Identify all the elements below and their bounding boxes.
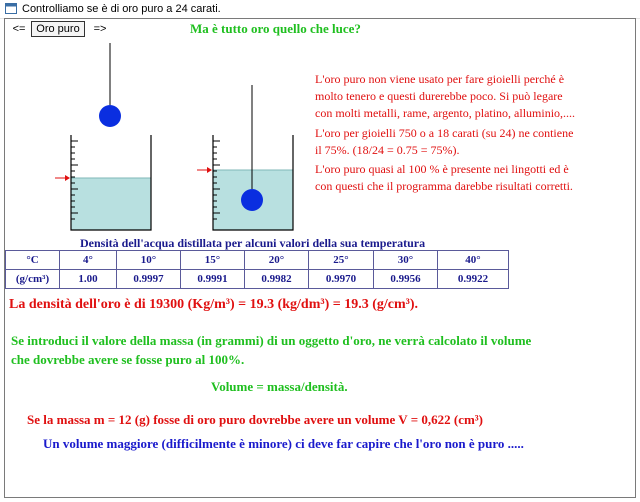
level-arrow-right — [197, 167, 212, 173]
intro-text — [11, 331, 531, 369]
table-cell: 10° — [117, 251, 181, 270]
paragraph-jewelry-gold — [315, 125, 635, 159]
table-cell: 20° — [245, 251, 309, 270]
water-level-left — [71, 178, 151, 230]
beaker-left — [55, 43, 151, 230]
level-arrow-left — [55, 175, 70, 181]
table-cell: 0.9956 — [374, 270, 438, 289]
table-header-temperature: °C — [6, 251, 60, 270]
back-button[interactable]: <= — [7, 21, 31, 37]
table-cell: 0.9982 — [245, 270, 309, 289]
table-cell: 0.9997 — [117, 270, 181, 289]
table-cell: 0.9991 — [181, 270, 245, 289]
paragraph-ingots — [315, 161, 635, 195]
paragraph-line: L'oro puro non viene usato per fare gioielli perché è — [315, 72, 565, 86]
paragraph-line: L'oro per gioielli 750 o a 18 carati (su 24) ne contiene — [315, 126, 574, 140]
table-row-temperature — [6, 251, 509, 270]
forward-button[interactable]: => — [85, 21, 115, 37]
gold-density-text: La densità dell'oro è di 19300 (Kg/m³) = 19.3 (kg/dm³) = 19.3 (g/cm³). — [9, 297, 418, 312]
volume-formula: Volume = massa/densità. — [211, 379, 348, 394]
gold-sphere-right — [241, 189, 263, 211]
table-row-density — [6, 270, 509, 289]
window-title: Controlliamo se è di oro puro a 24 carati. — [22, 3, 221, 15]
table-cell: 40° — [438, 251, 509, 270]
beakers-illustration — [45, 37, 295, 237]
main-panel — [4, 18, 636, 498]
table-cell: 25° — [309, 251, 374, 270]
paragraph-line: con questi che il programma darebbe risultati corretti. — [315, 179, 573, 193]
water-density-table — [5, 250, 509, 289]
app-window-icon — [5, 3, 17, 14]
table-cell: 4° — [60, 251, 117, 270]
example-result: Se la massa m = 12 (g) fosse di oro puro dovrebbe avere un volume V = 0,622 (cm³) — [27, 412, 484, 427]
paragraph-pure-gold — [315, 71, 635, 122]
table-cell: 0.9970 — [309, 270, 374, 289]
paragraph-line: con molti metalli, rame, argento, platino, alluminio,.... — [315, 106, 576, 120]
pure-gold-button[interactable]: Oro puro — [31, 21, 85, 37]
table-cell: 15° — [181, 251, 245, 270]
beaker-right — [197, 85, 293, 230]
paragraph-line: il 75%. (18/24 = 0.75 = 75%). — [315, 143, 460, 157]
paragraph-line: molto tenero e questi durerebbe poco. Si può legare — [315, 89, 563, 103]
density-table-caption: Densità dell'acqua distillata per alcuni valori della sua temperatura — [80, 236, 426, 250]
intro-line: che dovrebbe avere se fosse puro al 100%. — [11, 352, 245, 367]
paragraph-line: L'oro puro quasi al 100 % è presente nei lingotti ed è — [315, 162, 569, 176]
gold-sphere-left — [99, 105, 121, 127]
page-heading: Ma è tutto oro quello che luce? — [190, 21, 361, 36]
window-titlebar — [0, 0, 640, 19]
conclusion-text: Un volume maggiore (difficilmente è minore) ci deve far capire che l'oro non è puro ..... — [43, 436, 524, 451]
table-cell: 30° — [374, 251, 438, 270]
table-cell: 1.00 — [60, 270, 117, 289]
table-cell: 0.9922 — [438, 270, 509, 289]
table-header-density: (g/cm³) — [6, 270, 60, 289]
intro-line: Se introduci il valore della massa (in grammi) di un oggetto d'oro, ne verrà calcolato il volume — [11, 333, 532, 348]
